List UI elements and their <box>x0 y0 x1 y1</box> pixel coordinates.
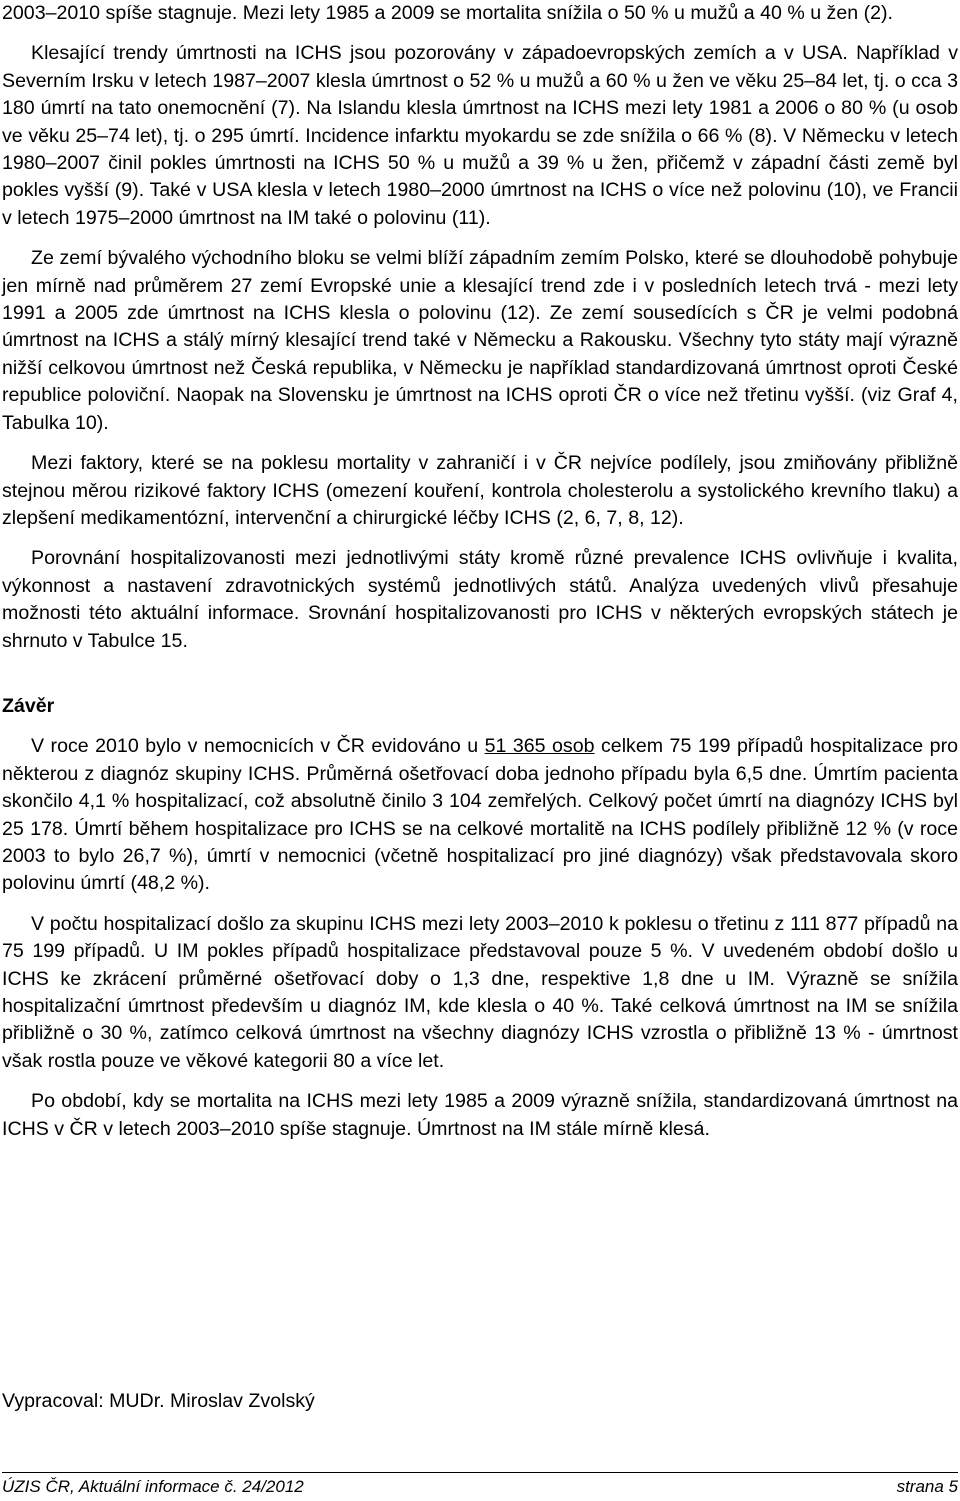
page-footer <box>2 1475 958 1499</box>
paragraph-summary: Po období, kdy se mortalita na ICHS mezi lety 1985 a 2009 výrazně snížila, standardizovaná úmrtnost na ICHS v ČR v letech 2003–2010 spíše stagnuje. Úmrtnost na IM stále mírně klesá. <box>2 1090 958 1140</box>
paragraph-text: V roce 2010 bylo v nemocnicích v ČR evidováno u <box>31 735 485 758</box>
paragraph-western-trends: Klesající trendy úmrtnosti na ICHS jsou pozorovány v západoevropských zemích a v USA. Například v Severním Irsku v letech 1987–2007 klesla úmrtnost o 52 % u mužů a 60 % u žen ve věku 25–84 let, tj. o cca 3 180 úmrtí na tato onemocnění (7). Na Islandu klesla úmrtnost na ICHS mezi lety 1981 a 2006 o 80 % (u osob ve věku 25–74 let), tj. o 295 úmrtí. Incidence infarktu myokardu se zde snížila o 66 % (8). V Německu v letech 1980–2007 činil pokles úmrtnosti na ICHS 50 % u mužů a 39 % u žen, přičemž v západní části země byl pokles vyšší (9). Také v USA klesla v letech 1980–2000 úmrtnost na ICHS o více než polovinu (10), ve Francii v letech 1975–2000 úmrtnost na IM také o polovinu (11). <box>2 42 958 229</box>
underlined-count: 51 365 osob <box>484 735 595 758</box>
section-heading-conclusion: Závěr <box>2 694 55 717</box>
document-body <box>2 0 958 1143</box>
paragraph-factors: Mezi faktory, které se na poklesu mortality v zahraničí i v ČR nejvíce podílely, jsou zmiňovány přibližně stejnou měrou rizikové faktory ICHS (omezení kouření, kontrola cholesterolu a systolického krevního tlaku) a zlepšení medikamentózní, intervenční a chirurgické léčby ICHS (2, 6, 7, 8, 12). <box>2 452 958 529</box>
author-line: Vypracoval: MUDr. Miroslav Zvolský <box>2 1390 315 1412</box>
paragraph-conclusion-2010 <box>2 733 958 897</box>
footer-page-number: strana 5 <box>896 1477 958 1496</box>
paragraph-hospitalization-trend: V počtu hospitalizací došlo za skupinu ICHS mezi lety 2003–2010 k poklesu o třetinu z 111 877 případů na 75 199 případů. U IM pokles případů hospitalizace představoval pouze 5 %. V uvedeném období došlo u ICHS ke zkrácení průměrné ošetřovací doby o 1,3 dne, respektive 1,8 dne u IM. Výrazně se snížila hospitalizační úmrtnost především u diagnóz IM, kde klesla o 40 %. Také celková úmrtnost na IM se snížila přibližně o 30 %, zatímco celková úmrtnost na všechny diagnózy ICHS vzrostla o přibližně 13 % - úmrtnost však rostla pouze ve věkové kategorii 80 a více let. <box>2 912 958 1072</box>
paragraph-hospitalization-comparison: Porovnání hospitalizovanosti mezi jednotlivými státy kromě různé prevalence ICHS ovlivňuje i kvalita, výkonnost a nastavení zdravotnických systémů jednotlivých států. Analýza uvedených vlivů přesahuje možnosti této aktuální informace. Srovnání hospitalizovanosti pro ICHS v některých evropských státech je shrnuto v Tabulce 15. <box>2 547 958 652</box>
footer-publication: ÚZIS ČR, Aktuální informace č. 24/2012 <box>2 1477 304 1496</box>
paragraph-text: celkem 75 199 případů hospitalizace pro některou z diagnóz skupiny ICHS. Průměrná ošetřovací doba jednoho případu byla 6,5 dne. Úmrtím pacienta skončilo 4,1 % hospitalizací, což absolutně činilo 3 104 zemřelých. Celkový počet úmrtí na diagnózy ICHS byl 25 178. Úmrtí během hospitalizace pro ICHS se na celkové mortalitě na ICHS podílely přibližně 12 % (v roce 2003 to bylo 26,7 %), úmrtí v nemocnici (včetně hospitalizací pro jiné diagnózy) však představovala skoro polovinu úmrtí (48,2 %). <box>2 735 958 895</box>
paragraph-continuation: 2003–2010 spíše stagnuje. Mezi lety 1985 a 2009 se mortalita snížila o 50 % u mužů a 40 % u žen (2). <box>2 2 893 24</box>
footer-divider <box>2 1472 958 1473</box>
paragraph-eastern-bloc: Ze zemí bývalého východního bloku se velmi blíží západním zemím Polsko, které se dlouhodobě pohybuje jen mírně nad průměrem 27 zemí Evropské unie a klesající trend zde i v posledních letech trvá - mezi lety 1991 a 2005 zde úmrtnost na ICHS klesla o polovinu (12). Ze zemí sousedících s ČR je velmi podobná úmrtnost na ICHS a stálý mírný klesající trend také v Německu a Rakousku. Všechny tyto státy mají výrazně nižší celkovou úmrtnost než Česká republika, v Německu je například standardizovaná úmrtnost oproti České republice poloviční. Naopak na Slovensku je úmrtnost na ICHS oproti ČR o více než třetinu vyšší. (viz Graf 4, Tabulka 10). <box>2 247 958 434</box>
